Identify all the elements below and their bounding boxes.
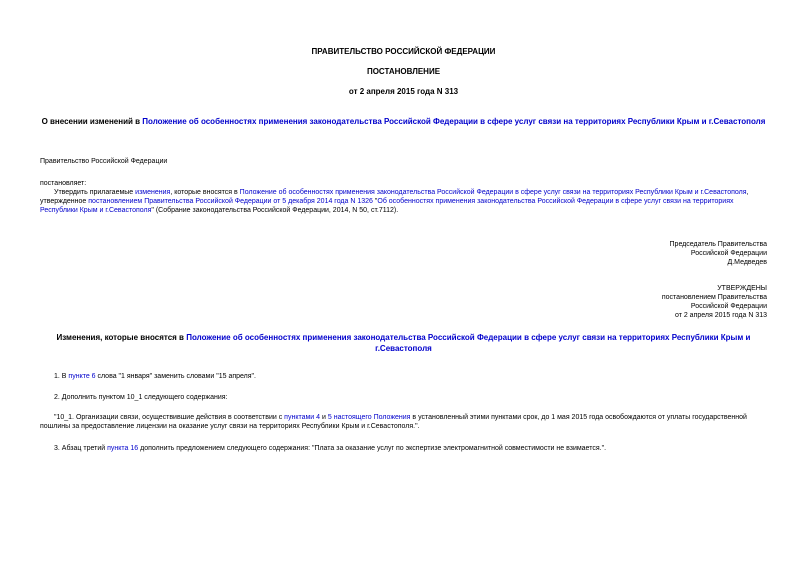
date-number-heading: от 2 апреля 2015 года N 313 xyxy=(348,87,459,96)
para-text-d: " xyxy=(372,198,378,205)
approved-country: Российской Федерации xyxy=(690,303,767,310)
item3-text-a: "10_1. Организации связи, осуществившие действия в соответствии с xyxy=(54,414,285,421)
item3-text-c: в установленный этими пунктами срок, до 1 мая 2015 года освобождаются от уплаты государственной пошлины за предоставление лицензии на оказание услуг связи на территориях Республики Крым и г.Севастополя.". xyxy=(40,414,747,430)
changes-title-prefix: Изменения, которые вносятся в xyxy=(56,333,187,342)
doc-type-heading: ПОСТАНОВЛЕНИЕ xyxy=(366,67,441,76)
item3-text-b: и xyxy=(320,414,328,421)
point-16-link[interactable]: пункта 16 xyxy=(107,445,139,452)
title-regulation-link[interactable]: Положение об особенностях применения законодательства Российской Федерации в сфере услуг связи на территориях Республики Крым и г.Севастополя xyxy=(142,117,766,126)
item1-text-a: 1. В xyxy=(54,373,69,380)
changes-title xyxy=(40,332,767,354)
change-item-2: 2. Дополнить пунктом 10_1 следующего содержания: xyxy=(54,394,228,401)
change-item-10-1 xyxy=(40,413,770,431)
decree-1326-link[interactable]: постановлением Правительства Российской Федерации от 5 декабря 2014 года N 1326 xyxy=(88,198,373,205)
item4-text-a: 3. Абзац третий xyxy=(54,445,108,452)
document-title xyxy=(40,116,767,127)
approved-date: от 2 апреля 2015 года N 313 xyxy=(674,312,767,319)
title-prefix: О внесении изменений в xyxy=(41,117,143,126)
point-6-link[interactable]: пункте 6 xyxy=(68,373,96,380)
points-4-link[interactable]: пунктами 4 xyxy=(284,414,321,421)
decree-paragraph xyxy=(40,188,770,215)
decides-label: постановляет: xyxy=(40,180,87,187)
change-item-1 xyxy=(40,372,770,381)
para-text-a: Утвердить прилагаемые xyxy=(54,189,136,196)
changes-title-regulation-link[interactable]: Положение об особенностях применения законодательства Российской Федерации в сфере услуг связи на территориях Республики Крым и г.Севастополя xyxy=(186,333,751,353)
point-5-link[interactable]: 5 настоящего Положения xyxy=(327,414,411,421)
signature-country: Российской Федерации xyxy=(690,250,767,257)
government-heading: ПРАВИТЕЛЬСТВО РОССИЙСКОЙ ФЕДЕРАЦИИ xyxy=(311,47,496,56)
approved-label: УТВЕРЖДЕНЫ xyxy=(717,285,767,292)
decree-title-link[interactable]: Об особенностях применения законодательства Российской Федерации в сфере услуг связи на территориях Республики Крым и г.Севастополя xyxy=(40,198,734,214)
approved-by: постановлением Правительства xyxy=(661,294,767,301)
regulation-link[interactable]: Положение об особенностях применения законодательства Российской Федерации в сфере услуг связи на территориях Республики Крым и г.Севастополя xyxy=(239,189,747,196)
para-text-e: " (Собрание законодательства Российской Федерации, 2014, N 50, ст.7112). xyxy=(151,207,399,214)
approved-block xyxy=(467,284,767,320)
item4-text-b: дополнить предложением следующего содержания: "Плата за оказание услуг по экспертизе электромагнитной совместимости не взимается.". xyxy=(138,445,607,452)
signature-block xyxy=(467,240,767,267)
change-item-3 xyxy=(40,444,770,453)
para-text-b: , которые вносятся в xyxy=(170,189,240,196)
signature-position: Председатель Правительства xyxy=(669,241,767,248)
changes-link[interactable]: изменения xyxy=(135,189,171,196)
signature-name: Д.Медведев xyxy=(727,259,767,266)
government-label: Правительство Российской Федерации xyxy=(40,158,168,165)
item1-text-b: слова "1 января" заменить словами "15 апреля". xyxy=(95,373,256,380)
para-text-c: , утвержденное xyxy=(40,189,749,205)
